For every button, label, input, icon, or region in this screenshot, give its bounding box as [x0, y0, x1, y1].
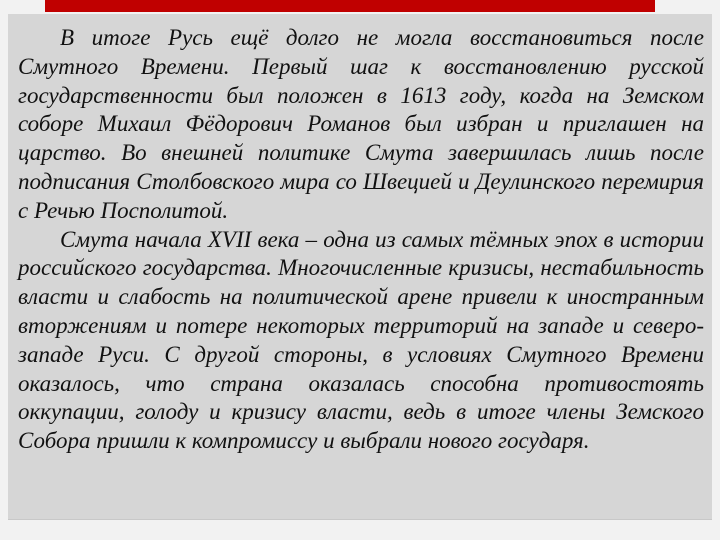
text-panel — [8, 14, 712, 520]
document-sheet — [8, 14, 712, 519]
paragraph-2: Смута начала XVII века – одна из самых тёмных эпох в истории российского государства. Многочисленные кризисы, нестабильность власти и слабость на политической арене привели к иностранным вторжениям и потере некоторых территорий на западе и северо-западе Руси. С другой стороны, в условиях Смутного Времени оказалось, что страна оказалась способна противостоять оккупации, голоду и кризису власти, ведь в итоге члены Земского Собора пришли к компромиссу и выбрали нового государя. — [18, 226, 704, 454]
paragraph-1: В итоге Русь ещё долго не могла восстановиться после Смутного Времени. Первый шаг к восстановлению русской государственности был положен в 1613 году, когда на Земском соборе Михаил Фёдорович Романов был избран и приглашен на царство. Во внешней политике Смута завершилась лишь после подписания Столбовского мира со Швецией и Деулинского перемирия с Речью Посполитой. — [18, 25, 704, 223]
document-text — [18, 24, 704, 456]
accent-bar — [45, 0, 655, 12]
